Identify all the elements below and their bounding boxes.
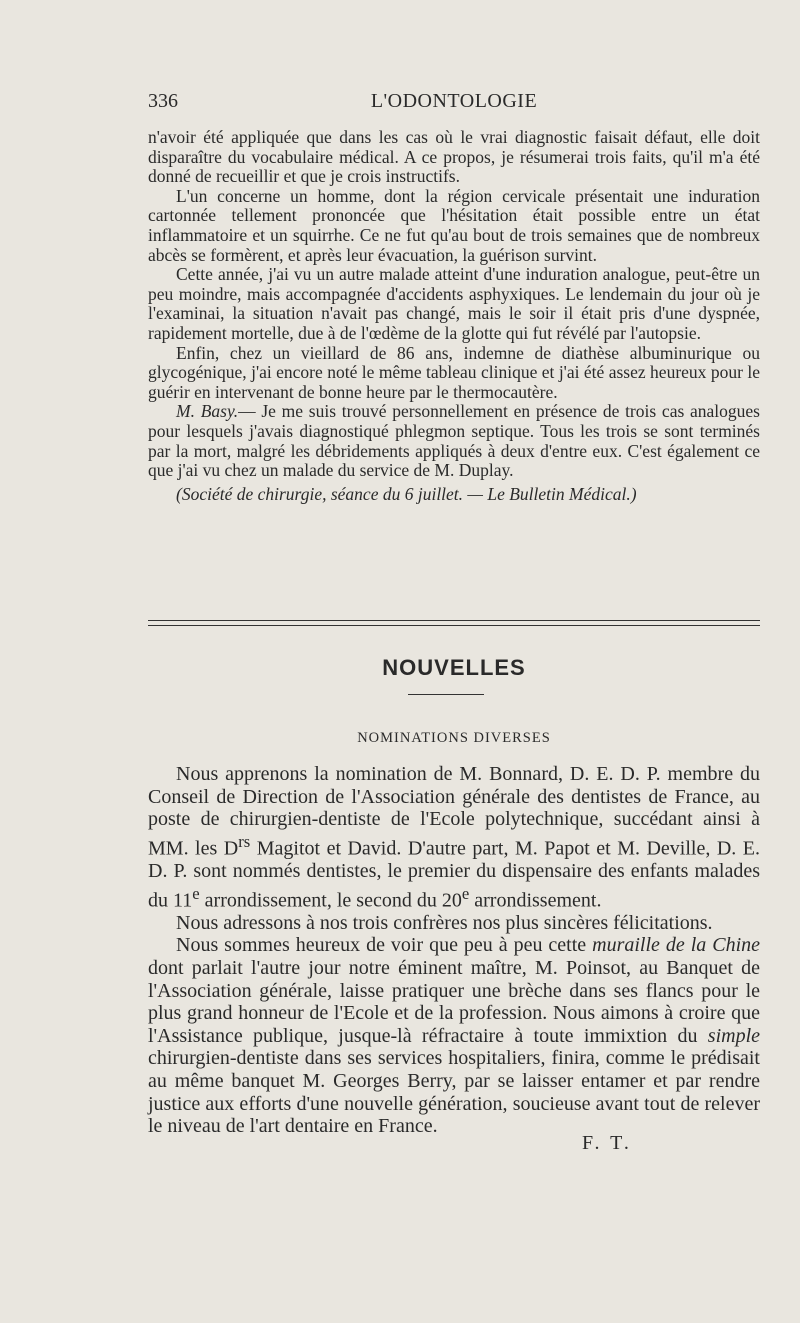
paragraph: Nous adressons à nos trois confrères nos plus sincères félicitations. — [176, 911, 713, 934]
paragraph — [148, 934, 760, 1137]
superscript: rs — [238, 831, 251, 851]
speaker-text: — Je me suis trouvé personnellement en présence de trois cas analogues pour lesquels j'avais diagnostiqué phlegmon septique. Tous les trois se sont terminés par la mort, malgré les débridements appliqués à deux d'entre eux. C'est également ce que j'ai vu chez un malade du service de M. Duplay. — [148, 401, 760, 481]
running-head — [148, 90, 760, 120]
paragraph: Cette année, j'ai vu un autre malade atteint d'une induration analogue, peut-être un peu moindre, mais accompagnée d'accidents asphyxiques. Le lendemain du jour où je l'examinai, la situation n'avait pas changé, mais le soir il était pris d'une dyspnée, rapidement mortelle, due à de l'œdème de la glotte qui fut révélé par l'autopsie. — [148, 264, 760, 343]
section-divider-top — [148, 620, 760, 621]
text-run: Magitot et David. D'autre part, M. Papot et M. Deville, D. E. D. P. sont nommés dentistes, le premier du dispensaire des enfants malades du 11 — [148, 837, 760, 912]
emphasis: muraille de la Chine — [592, 934, 760, 957]
text-run: chirurgien-dentiste dans ses services hospitaliers, finira, comme le prédisait au même banquet M. Georges Berry, par se laisser entamer et par rendre justice aux efforts d'une nouvelle génération, soucieuse avant tout de relever le niveau de l'art dentaire en France. — [148, 1047, 760, 1138]
section-heading: NOUVELLES — [382, 655, 526, 680]
superscript: e — [192, 883, 200, 903]
signature: F. T. — [582, 1132, 632, 1154]
paragraph: n'avoir été appliquée que dans les cas où le vrai diagnostic faisait défaut, elle doit disparaître du vocabulaire médical. A ce propos, je résumerai trois faits, qu'il m'a été donné de recueillir et que je crois instructifs. — [148, 127, 760, 187]
text-run: dont parlait l'autre jour notre éminent maître, M. Poinsot, au Banquet de l'Association générale, laisse pratiquer une brèche dans ses flancs pour le plus grand honneur de l'Ecole et de la profession. Nous aimons à croire que l'Assistance publique, jusque-là réfractaire à toute immixtion du — [148, 957, 760, 1047]
article-end — [148, 128, 760, 504]
paragraph: Enfin, chez un vieillard de 86 ans, indemne de diathèse albuminurique ou glycogénique, j'ai encore noté le même tableau clinique et j'ai été assez heureux pour le guérir en intervenant de bonne heure par le thermocautère. — [148, 342, 760, 402]
news-body — [148, 763, 760, 1138]
text-run: arrondissement, le second du 20 — [199, 889, 462, 912]
section-divider-bottom — [148, 625, 760, 626]
emphasis: simple — [707, 1024, 760, 1047]
journal-title: L'ODONTOLOGIE — [370, 90, 538, 112]
text-run: Nous sommes heureux de voir que peu à peu cette — [176, 934, 593, 957]
citation: (Société de chirurgie, séance du 6 juillet. — Le Bulletin Médical.) — [176, 483, 637, 504]
speaker-name: M. Basy. — [176, 401, 239, 422]
text-run: Nous apprenons la nomination de M. Bonnard, D. E. D. P. membre du Conseil de Direction de l'Association générale des dentistes de France, au poste de chirurgien-dentiste de l'Ecole polytechnique, succédant ainsi à MM. les D — [148, 763, 760, 860]
paragraph: L'un concerne un homme, dont la région cervicale présentait une induration cartonnée tellement prononcée que l'hésitation était possible entre un état inflammatoire et un squirrhe. Ce ne fut qu'au bout de trois semaines que de nombreux abcès se formèrent, et après leur évacuation, la guérison survint. — [148, 185, 760, 265]
superscript: e — [461, 883, 470, 903]
section-subheading: NOMINATIONS DIVERSES — [357, 730, 551, 746]
heading-underline — [408, 694, 484, 695]
paragraph — [148, 402, 760, 480]
page-number: 336 — [148, 90, 178, 112]
text-run: arrondissement. — [469, 889, 602, 912]
paragraph — [148, 763, 760, 912]
